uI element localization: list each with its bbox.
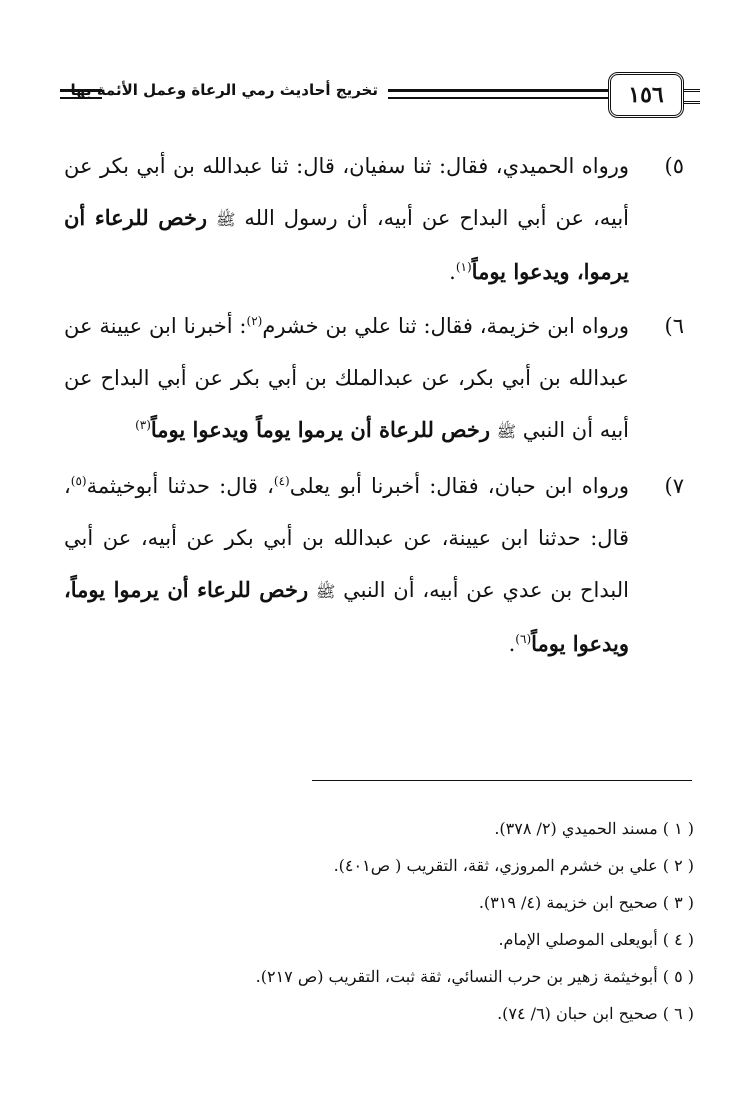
footnote-ref[interactable]: (٤) (273, 474, 290, 488)
paragraph-text: ورواه ابن حبان، فقال: أخبرنا أبو يعلى (289, 474, 629, 498)
paragraph-text: ، قال: حدثنا أبوخيثمة (86, 474, 274, 498)
footnote-1: ( ١ ) مسند الحميدي (٢/ ٣٧٨). (494, 819, 694, 838)
footnote-ref[interactable]: (٣) (135, 418, 151, 432)
paragraph-text: ورواه ابن خزيمة، فقال: ثنا علي بن خشرم (262, 314, 629, 338)
hadith-text: رخص للرعاء أن يرموا، ويدعوا يوماً (64, 205, 629, 284)
paragraph-number: ٦) (664, 314, 684, 338)
paragraph-7 (64, 460, 684, 670)
paragraph-6 (64, 300, 684, 458)
paragraph-number: ٧) (664, 474, 684, 498)
main-text (64, 140, 684, 672)
salutation-glyph: ﷺ (315, 582, 336, 601)
sentence-end: . (508, 632, 516, 656)
page-header (60, 72, 700, 118)
footnote-4: ( ٤ ) أبويعلى الموصلي الإمام. (498, 930, 694, 949)
footnote-5: ( ٥ ) أبوخيثمة زهير بن حرب النسائي، ثقة ثبت، التقريب (ص ٢١٧). (255, 967, 694, 986)
footnote-ref[interactable]: (١) (455, 260, 472, 274)
paragraph-text: : أخبرنا ابن عيينة عن عبدالله بن أبي بكر، عن عبدالملك بن أبي بكر عن أبي البداح عن أبيه أن النبي (64, 314, 629, 442)
paragraph-5 (64, 140, 684, 298)
footnotes (54, 810, 694, 1032)
salutation-glyph: ﷺ (216, 210, 236, 229)
hadith-text: رخص للرعاء أن يرموا يوماً، ويدعوا يوماً (64, 577, 629, 656)
footnote-ref[interactable]: (٢) (246, 314, 263, 328)
footnote-ref[interactable]: (٦) (515, 632, 532, 646)
header-rule-middle (388, 89, 608, 99)
page-number: ١٥٦ (608, 72, 684, 118)
header-rule-left (60, 89, 102, 99)
running-title: تخريج أحاديث رمي الرعاة وعمل الأئمة بها (70, 81, 378, 99)
footnote-3: ( ٣ ) صحيح ابن خزيمة (٤/ ٣١٩). (478, 893, 694, 912)
paragraph-number: ٥) (664, 154, 684, 178)
footnote-6: ( ٦ ) صحيح ابن حبان (٦/ ٧٤). (497, 1004, 694, 1023)
sentence-end: . (449, 260, 456, 284)
footnote-2: ( ٢ ) علي بن خشرم المروزي، ثقة، التقريب ( ص٤٠١). (333, 856, 694, 875)
header-rule-right (682, 89, 700, 104)
paragraph-text: ، قال: حدثنا ابن عيينة، عن عبدالله بن أبي بكر عن أبيه، عن أبي البداح بن عدي عن أبيه، أن النبي (64, 474, 629, 602)
footnote-separator (312, 780, 692, 781)
paragraph-text: ورواه الحميدي، فقال: ثنا سفيان، قال: ثنا عبدالله بن أبي بكر عن أبيه، عن أبي البداح عن أبيه، أن رسول الله (64, 154, 629, 230)
footnote-ref[interactable]: (٥) (70, 474, 87, 488)
salutation-glyph: ﷺ (496, 422, 517, 441)
hadith-text: رخص للرعاة أن يرموا يوماً ويدعوا يوماً (150, 417, 491, 442)
